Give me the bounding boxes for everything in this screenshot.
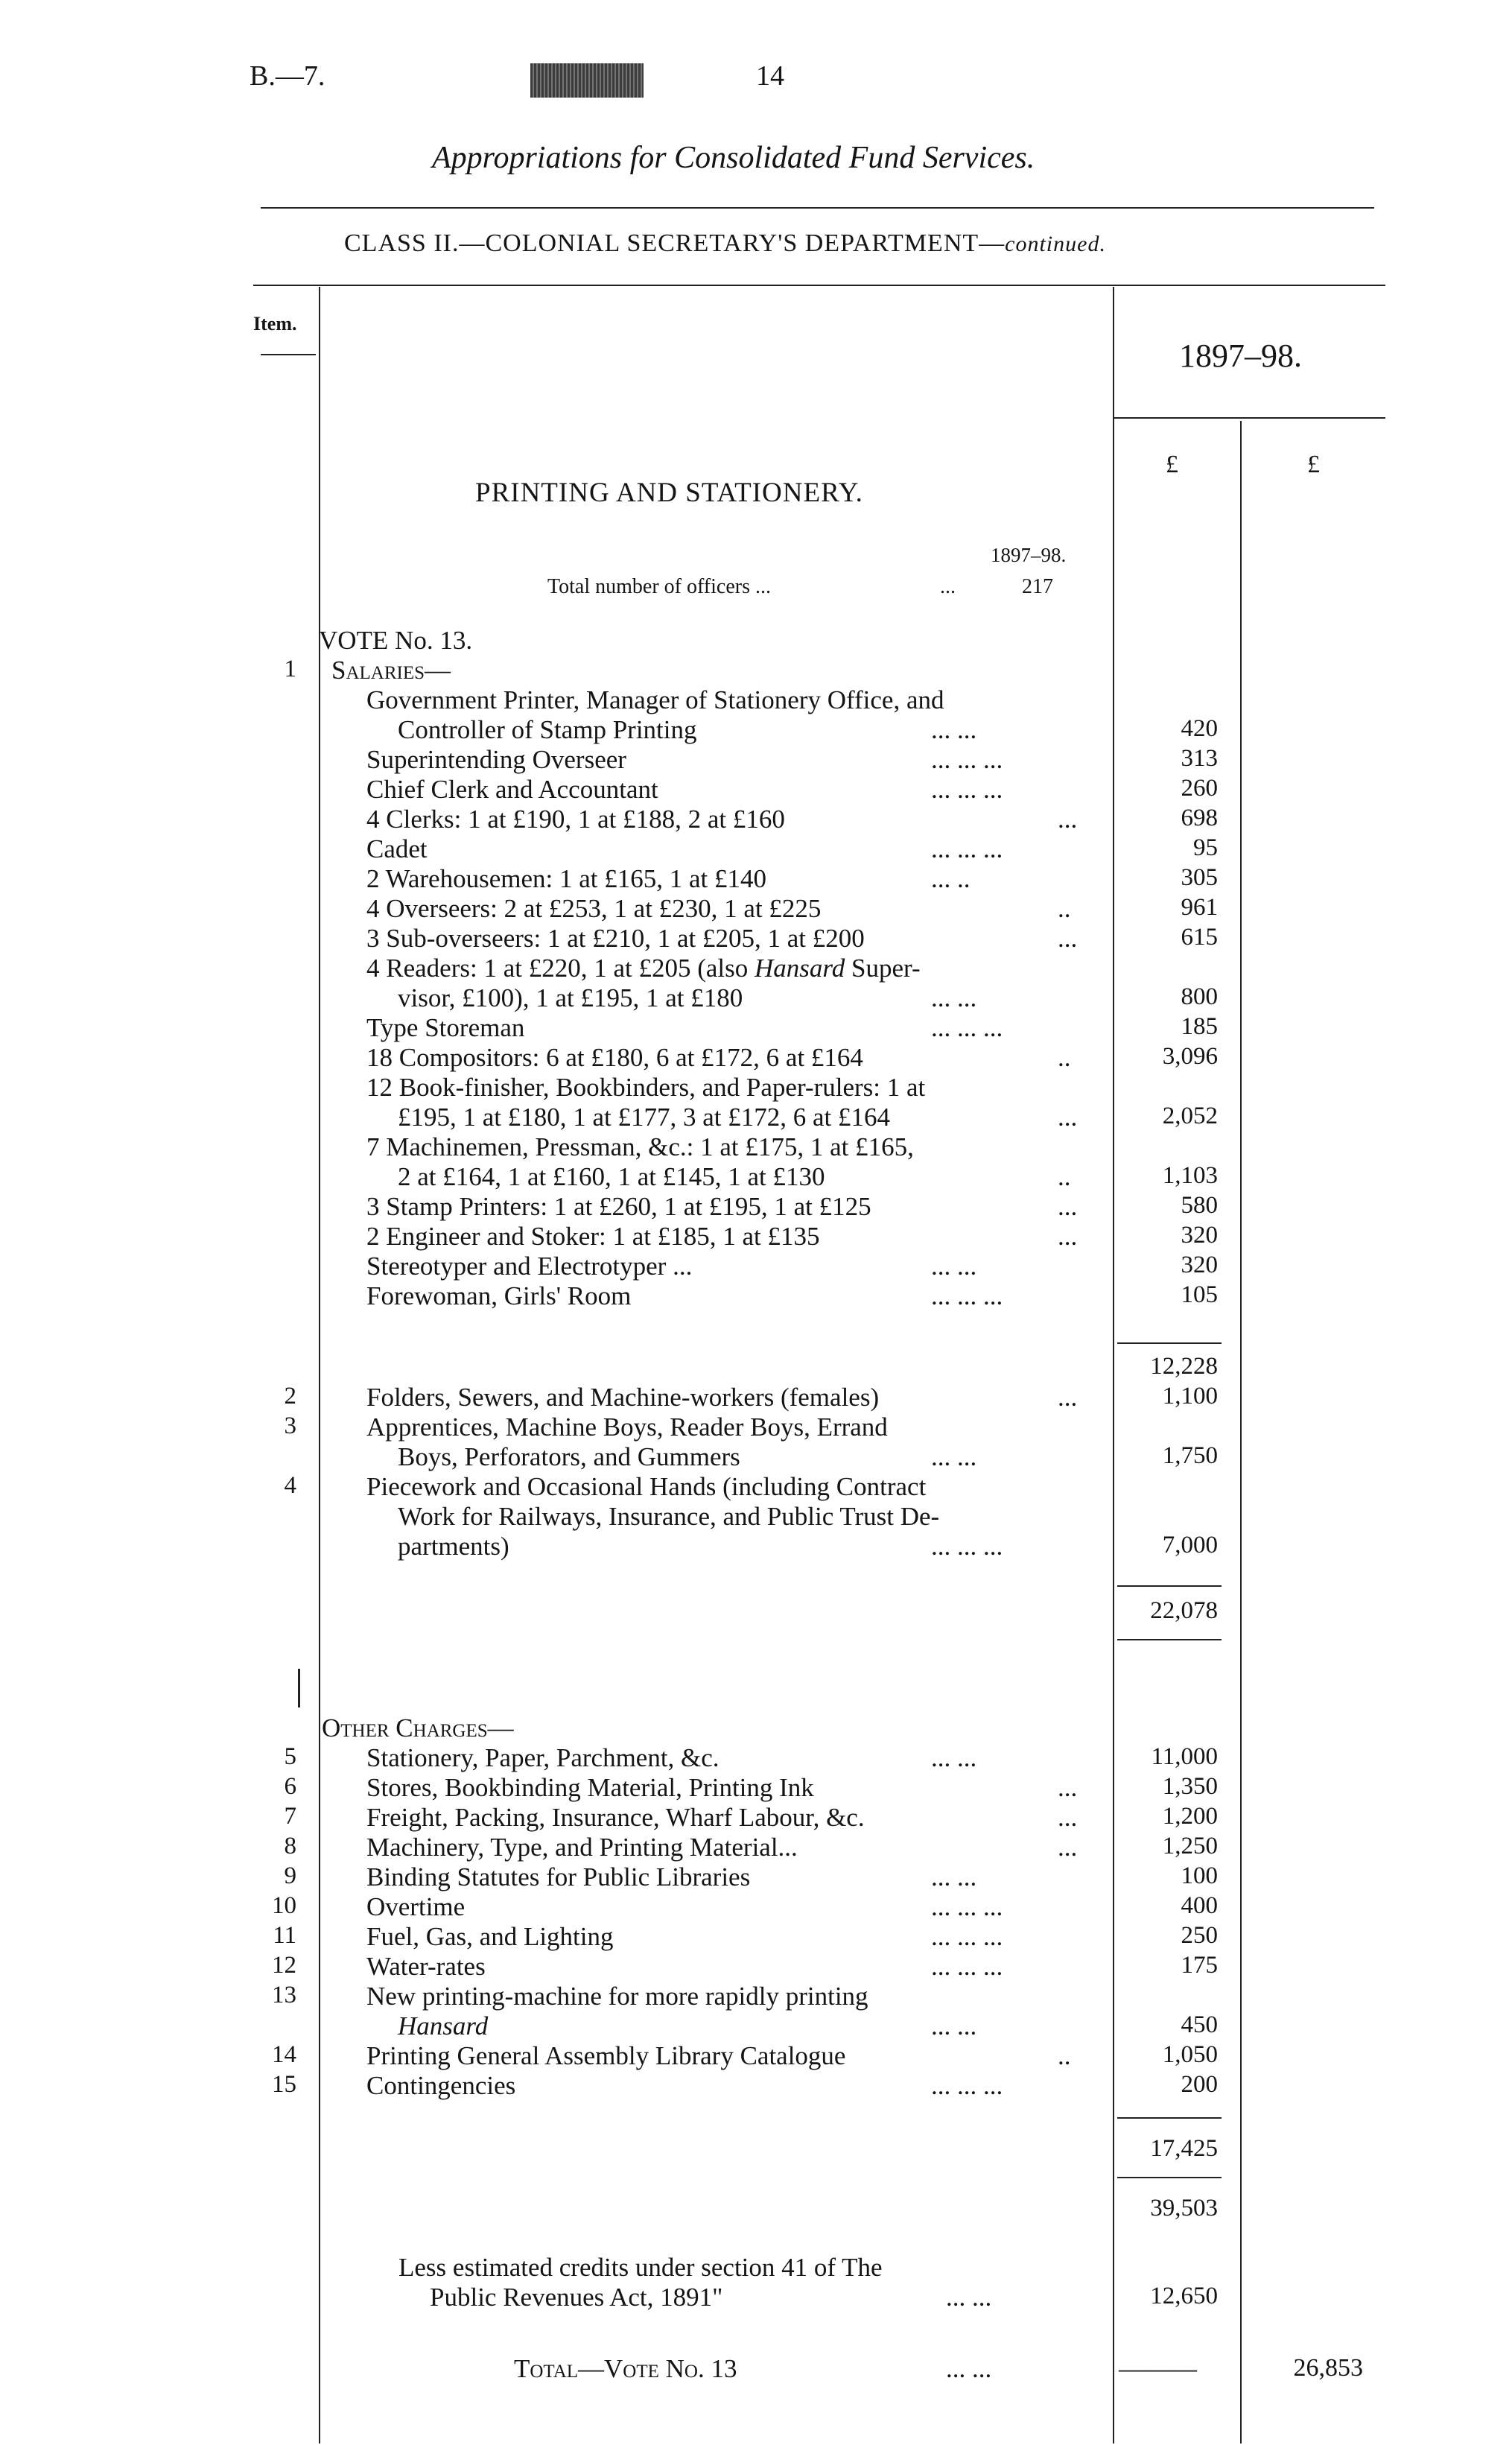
leader-dots: .. xyxy=(1058,2041,1071,2070)
leader-dots: .. xyxy=(1058,1043,1071,1072)
description-line: visor, £100), 1 at £195, 1 at £180 xyxy=(398,983,743,1012)
description-line: Stationery, Paper, Parchment, &c. xyxy=(366,1743,720,1772)
salary-row-description xyxy=(366,685,944,745)
charge-row-amount: 100 xyxy=(1181,1862,1218,1889)
description-line: 12 Book-finisher, Bookbinders, and Paper-rulers: 1 at xyxy=(366,1073,926,1102)
salaries-total-rule-bottom xyxy=(1117,1639,1222,1640)
charge-row-amount: 175 xyxy=(1181,1952,1218,1979)
description-line: Apprentices, Machine Boys, Reader Boys, Errand xyxy=(366,1412,888,1442)
item-number: 4 xyxy=(284,1472,296,1499)
year-column-header: 1897–98. xyxy=(1179,337,1302,374)
charge-row-description xyxy=(366,1803,865,1833)
salary-row-amount: 3,096 xyxy=(1162,1043,1218,1070)
page-title: Appropriations for Consolidated Fund Services. xyxy=(432,141,1035,175)
leader-dots: ... ... ... xyxy=(931,1892,1003,1921)
leader-dots: ... xyxy=(1058,1803,1078,1832)
description-line: Type Storeman xyxy=(366,1013,525,1042)
leader-dots: ... ... xyxy=(931,1252,977,1281)
salary-row-amount: 313 xyxy=(1181,745,1218,772)
year-header-rule xyxy=(1114,417,1385,419)
leader-dots: ... xyxy=(1058,1103,1078,1132)
item-column-header: Item. xyxy=(253,313,297,334)
vote-item-row-amount: 7,000 xyxy=(1162,1532,1218,1558)
item-number: 13 xyxy=(272,1982,296,2008)
salary-row-amount: 305 xyxy=(1181,864,1218,891)
description-line: Water-rates xyxy=(366,1952,486,1981)
description-line: 3 Stamp Printers: 1 at £260, 1 at £195, 1 at £125 xyxy=(366,1192,871,1221)
ink-smudge xyxy=(530,63,644,98)
item-number: 5 xyxy=(284,1743,296,1770)
charge-row-amount: 450 xyxy=(1181,2011,1218,2038)
item-number: 2 xyxy=(284,1383,296,1409)
leader-dots: ... xyxy=(1058,805,1078,834)
leader-dots: ... ... xyxy=(931,715,977,744)
salary-row-description xyxy=(366,834,428,864)
salaries-subtotal-rule xyxy=(1117,1342,1222,1344)
leader-dots: .. xyxy=(1058,1162,1071,1191)
charge-row-description xyxy=(366,2041,845,2071)
item-number: 11 xyxy=(273,1922,296,1949)
charge-row-amount: 1,200 xyxy=(1162,1803,1218,1830)
class-heading: CLASS II.—COLONIAL SECRETARY'S DEPARTMENT—continued. xyxy=(344,229,1106,257)
vote-label: VOTE No. 13. xyxy=(319,626,473,655)
leader-dots: ... ... ... xyxy=(931,1922,1003,1951)
description-line: 4 Readers: 1 at £220, 1 at £205 (also Hansard Super- xyxy=(366,954,921,983)
description-line: Fuel, Gas, and Lighting xyxy=(366,1922,614,1951)
item-number: 10 xyxy=(272,1892,296,1919)
leader-dots: ... ... ... xyxy=(931,1952,1003,1981)
leader-dots: ... ... ... xyxy=(931,1013,1003,1042)
salary-row-amount: 800 xyxy=(1181,983,1218,1010)
description-line: Overtime xyxy=(366,1892,466,1921)
leader-dots: ... ... xyxy=(931,983,977,1012)
salary-row-amount: 961 xyxy=(1181,894,1218,921)
header-rule xyxy=(261,207,1374,209)
item-number: 8 xyxy=(284,1833,296,1859)
item-number: 3 xyxy=(284,1412,296,1439)
salary-row-description xyxy=(366,1073,925,1132)
salary-row-amount: 615 xyxy=(1181,924,1218,951)
charge-row-description xyxy=(366,1862,750,1892)
amount-column-divider xyxy=(1240,421,1242,2444)
item-number: 9 xyxy=(284,1862,296,1889)
item-number: 12 xyxy=(272,1952,296,1979)
item-number: 1 xyxy=(284,656,296,682)
description-line: 2 at £164, 1 at £160, 1 at £145, 1 at £130 xyxy=(398,1162,825,1191)
salary-row-amount: 260 xyxy=(1181,775,1218,802)
salary-row-description xyxy=(366,924,865,954)
description-line: Stores, Bookbinding Material, Printing Ink xyxy=(366,1773,814,1802)
description-line: Boys, Perforators, and Gummers xyxy=(398,1442,740,1471)
description-line: Stereotyper and Electrotyper ... xyxy=(366,1252,693,1281)
salary-row-amount: 320 xyxy=(1181,1252,1218,1278)
charge-row-amount: 1,050 xyxy=(1162,2041,1218,2068)
salary-row-description xyxy=(366,954,921,1013)
section-title: PRINTING AND STATIONERY. xyxy=(475,478,863,508)
vote-item-row-description xyxy=(366,1472,939,1561)
description-line: Piecework and Occasional Hands (including Contract xyxy=(366,1472,927,1501)
page-number: 14 xyxy=(756,60,784,92)
other-charges-subtotal-rule xyxy=(1117,2117,1222,2119)
item-number: 14 xyxy=(272,2041,296,2068)
salary-row-amount: 185 xyxy=(1181,1013,1218,1040)
leader-dots: .. xyxy=(1058,894,1071,923)
salary-row-amount: 105 xyxy=(1181,1281,1218,1308)
item-number: 6 xyxy=(284,1773,296,1800)
charge-row-amount: 400 xyxy=(1181,1892,1218,1919)
charge-row-description xyxy=(366,2071,515,2101)
pound-symbol-1: £ xyxy=(1166,451,1178,478)
salary-row-description xyxy=(366,775,658,805)
salary-row-amount: 580 xyxy=(1181,1192,1218,1219)
leader-dots: ... ... ... xyxy=(931,834,1003,863)
leader-dots: ... .. xyxy=(931,864,971,893)
pound-symbol-2: £ xyxy=(1307,451,1320,478)
salary-row-description xyxy=(366,1222,819,1252)
description-line: £195, 1 at £180, 1 at £177, 3 at £172, 6 at £164 xyxy=(398,1103,891,1132)
description-line: 2 Warehousemen: 1 at £165, 1 at £140 xyxy=(366,864,766,893)
leader-dots: ... xyxy=(1058,1222,1078,1251)
salary-row-description xyxy=(366,1043,863,1073)
charge-row-description xyxy=(366,1773,814,1803)
description-line: Government Printer, Manager of Stationery Office, and xyxy=(366,685,944,714)
salary-row-description xyxy=(366,805,785,834)
leader-dots: ... xyxy=(1058,1833,1078,1862)
description-line: New printing-machine for more rapidly printing xyxy=(366,1982,868,2011)
description-line: Chief Clerk and Accountant xyxy=(366,775,658,804)
charge-row-description xyxy=(366,1922,614,1952)
leader-dots: ... ... xyxy=(931,1743,977,1772)
leader-dots: ... ... xyxy=(931,1862,977,1891)
salary-row-amount: 420 xyxy=(1181,715,1218,742)
description-column-divider xyxy=(1113,287,1114,2444)
vote-item-row-amount: 1,100 xyxy=(1162,1383,1218,1409)
item-column-divider xyxy=(319,287,320,2444)
salary-row-description xyxy=(366,1252,692,1281)
table-top-rule xyxy=(253,285,1385,286)
description-line: 4 Overseers: 2 at £253, 1 at £230, 1 at £225 xyxy=(366,894,822,923)
salary-row-description xyxy=(366,745,626,775)
description-line: 2 Engineer and Stoker: 1 at £185, 1 at £135 xyxy=(366,1222,820,1251)
salary-row-description xyxy=(366,864,766,894)
description-line: Work for Railways, Insurance, and Public Trust De- xyxy=(398,1502,940,1531)
charge-row-description xyxy=(366,1892,465,1922)
salary-row-description xyxy=(366,1132,914,1192)
doc-code: B.—7. xyxy=(250,60,325,92)
description-line: Contingencies xyxy=(366,2071,516,2100)
salary-row-description xyxy=(366,894,821,924)
salary-row-description xyxy=(366,1013,524,1043)
description-line: Printing General Assembly Library Catalogue xyxy=(366,2041,846,2070)
credits-dots: ... ... xyxy=(946,2283,992,2312)
leader-dots: ... ... xyxy=(931,2011,977,2040)
leader-dots: ... ... ... xyxy=(931,1281,1003,1310)
charge-row-description xyxy=(366,1743,720,1773)
description-line: Folders, Sewers, and Machine-workers (females) xyxy=(366,1383,880,1412)
vote-item-row-amount: 1,750 xyxy=(1162,1442,1218,1469)
salary-row-description xyxy=(366,1192,871,1222)
charge-row-amount: 1,350 xyxy=(1162,1773,1218,1800)
salary-row-amount: 2,052 xyxy=(1162,1103,1218,1129)
charge-row-amount: 11,000 xyxy=(1151,1743,1218,1770)
leader-dots: ... ... ... xyxy=(931,2071,1003,2100)
description-line: 4 Clerks: 1 at £190, 1 at £188, 2 at £160 xyxy=(366,805,785,834)
description-line: Machinery, Type, and Printing Material... xyxy=(366,1833,798,1862)
leader-dots: ... ... ... xyxy=(931,1532,1003,1561)
salary-row-description xyxy=(366,1281,631,1311)
charge-row-description xyxy=(366,1952,486,1982)
credits-amount: 12,650 xyxy=(1150,2283,1218,2309)
vote-item-row-description xyxy=(366,1412,888,1472)
officers-year: 1897–98. xyxy=(991,544,1067,566)
leader-dots: ... xyxy=(1058,1773,1078,1802)
description-line: 18 Compositors: 6 at £180, 6 at £172, 6 at £164 xyxy=(366,1043,863,1072)
salaries-heading: Salaries— xyxy=(331,656,451,685)
salaries-subtotal: 12,228 xyxy=(1150,1353,1218,1380)
description-line: Freight, Packing, Insurance, Wharf Labour, &c. xyxy=(366,1803,865,1832)
description-line: Cadet xyxy=(366,834,428,863)
leader-dots: ... xyxy=(1058,1383,1078,1412)
description-line: Superintending Overseer xyxy=(366,745,626,774)
margin-mark xyxy=(298,1669,300,1707)
officers-dots: ... xyxy=(940,575,956,598)
charge-row-amount: 1,250 xyxy=(1162,1833,1218,1859)
credits-description: Less estimated credits under section 41 of The Public Revenues Act, 1891" xyxy=(398,2253,883,2312)
leader-dots: ... ... ... xyxy=(931,775,1003,804)
gross-total: 39,503 xyxy=(1150,2195,1218,2222)
salaries-total: 22,078 xyxy=(1150,1597,1218,1624)
charge-row-amount: 250 xyxy=(1181,1922,1218,1949)
description-line: 3 Sub-overseers: 1 at £210, 1 at £205, 1 at £200 xyxy=(366,924,865,953)
gross-total-rule xyxy=(1117,2177,1222,2178)
total-dots: ... ... xyxy=(946,2354,992,2383)
leader-dots: ... xyxy=(1058,924,1078,953)
leader-dots: ... ... xyxy=(931,1442,977,1471)
total-amount: 26,853 xyxy=(1293,2354,1363,2382)
item-header-rule xyxy=(261,354,316,355)
leader-dots: ... ... ... xyxy=(931,745,1003,774)
description-line: 7 Machinemen, Pressman, &c.: 1 at £175, 1 at £165, xyxy=(366,1132,914,1161)
salary-row-amount: 320 xyxy=(1181,1222,1218,1249)
officers-label: Total number of officers ... xyxy=(547,575,771,598)
description-line: Controller of Stamp Printing xyxy=(398,715,697,744)
charge-row-description xyxy=(366,1833,798,1862)
other-charges-subtotal: 17,425 xyxy=(1150,2135,1218,2162)
total-label: Total—Vote No. 13 xyxy=(514,2354,737,2383)
description-line: partments) xyxy=(398,1532,509,1561)
salary-row-amount: 95 xyxy=(1193,834,1218,861)
other-charges-heading: Other Charges— xyxy=(322,1713,514,1742)
item-number: 15 xyxy=(272,2071,296,2098)
salary-row-amount: 1,103 xyxy=(1162,1162,1218,1189)
officers-count: 217 xyxy=(1022,575,1053,598)
item-number: 7 xyxy=(284,1803,296,1830)
vote-item-row-description xyxy=(366,1383,879,1412)
charge-row-amount: 200 xyxy=(1181,2071,1218,2098)
description-line: Hansard xyxy=(398,2011,489,2040)
salary-row-amount: 698 xyxy=(1181,805,1218,831)
charge-row-description xyxy=(366,1982,868,2041)
total-dash: ——— xyxy=(1119,2354,1197,2383)
salaries-total-rule-top xyxy=(1117,1585,1222,1587)
description-line: Forewoman, Girls' Room xyxy=(366,1281,632,1310)
description-line: Binding Statutes for Public Libraries xyxy=(366,1862,751,1891)
leader-dots: ... xyxy=(1058,1192,1078,1221)
